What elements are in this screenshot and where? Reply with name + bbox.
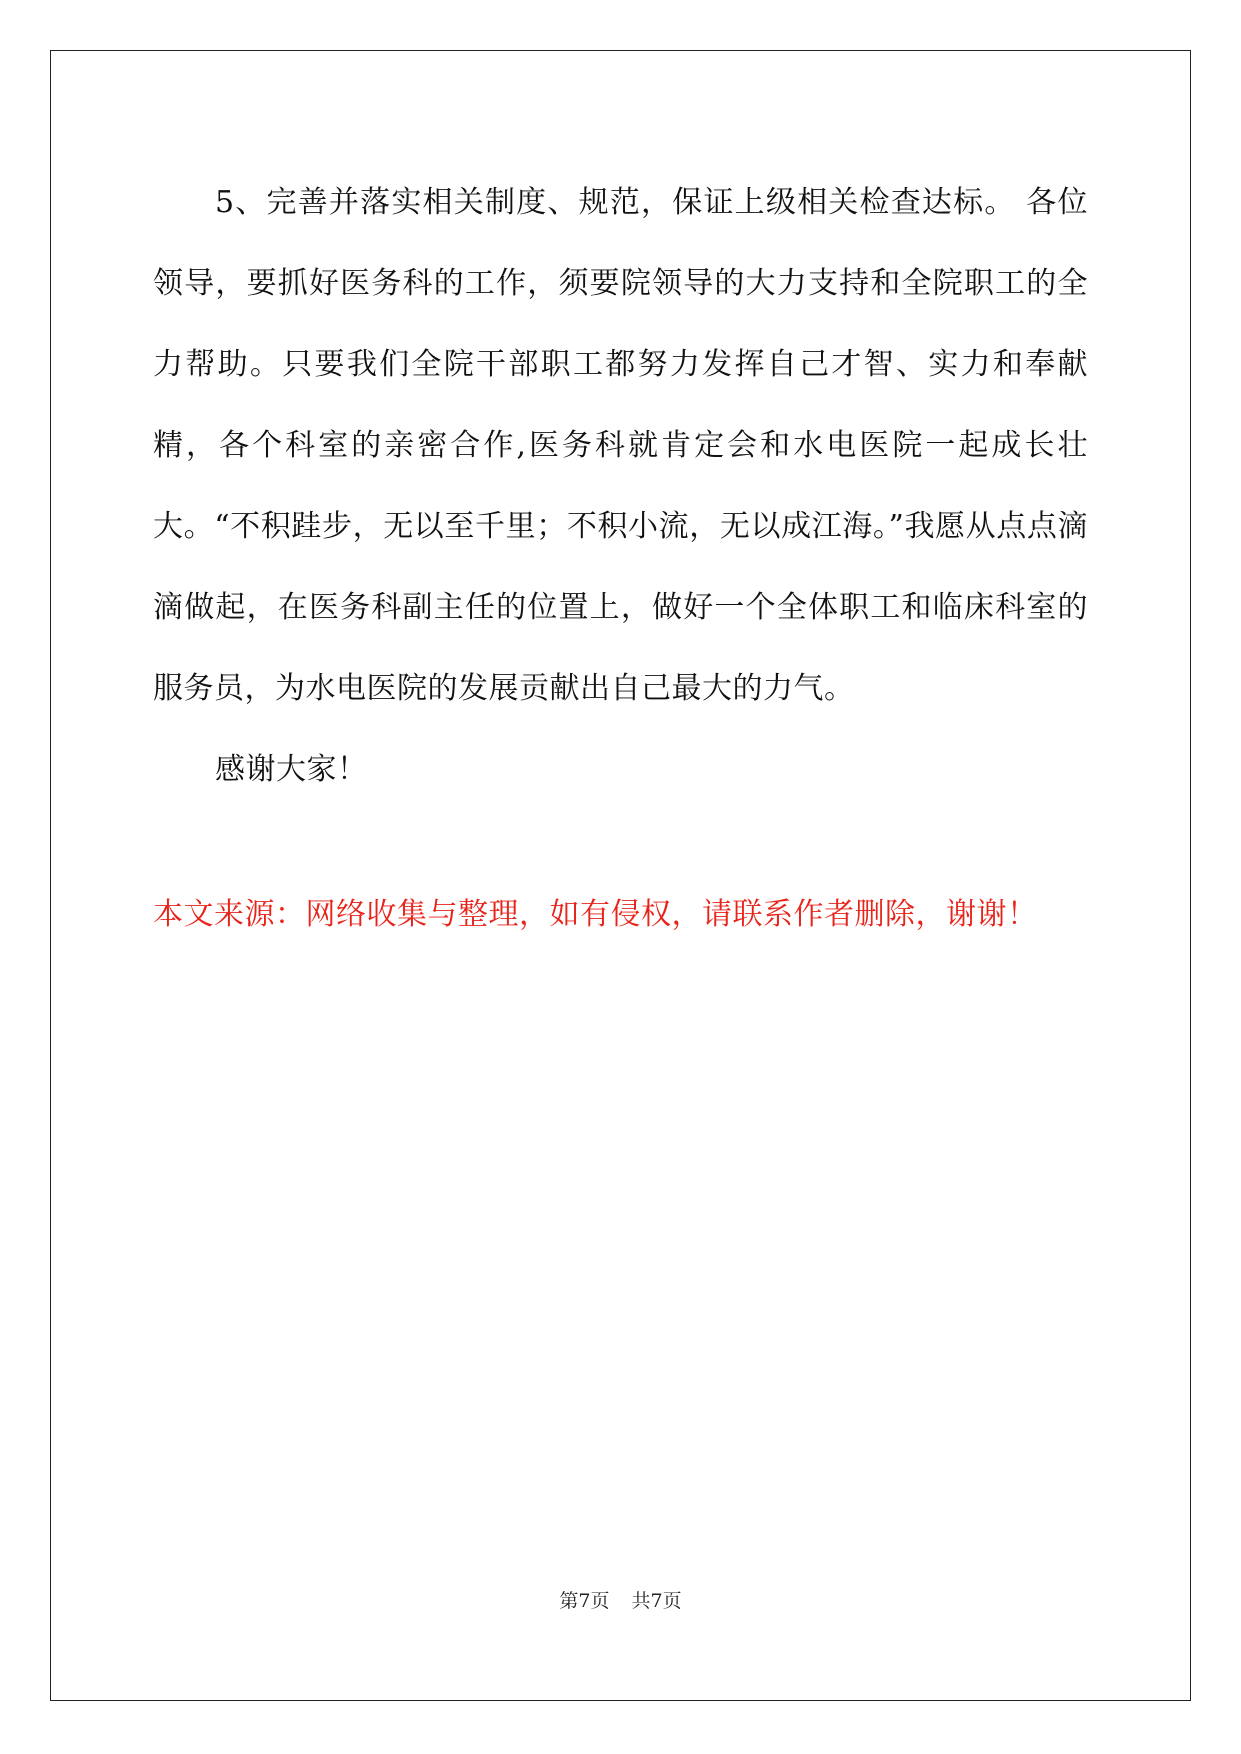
source-disclaimer: 本文来源：网络收集与整理，如有侵权，请联系作者删除，谢谢！ — [153, 897, 1038, 932]
document-body — [153, 162, 1088, 810]
current-page-label: 第7页 — [559, 1590, 610, 1612]
body-paragraph: 5、完善并落实相关制度、规范，保证上级相关检查达标。 各位领导，要抓好医务科的工作，须要院领导的大力支持和全院职工的全力帮助。只要我们全院干部职工都努力发挥自己才智、实力和奉献精，各个科室的亲密合作,医务科就肯定会和水电医院一起成长壮大。“不积跬步，无以至千里；不积小流，无以成江海。”我愿从点点滴滴做起，在医务科副主任的位置上，做好一个全体职工和临床科室的服务员，为水电医院的发展贡献出自己最大的力气。 — [153, 185, 1088, 706]
total-pages-label: 共7页 — [631, 1590, 682, 1612]
page-footer — [0, 1588, 1241, 1614]
closing-paragraph: 感谢大家！ — [215, 752, 368, 787]
